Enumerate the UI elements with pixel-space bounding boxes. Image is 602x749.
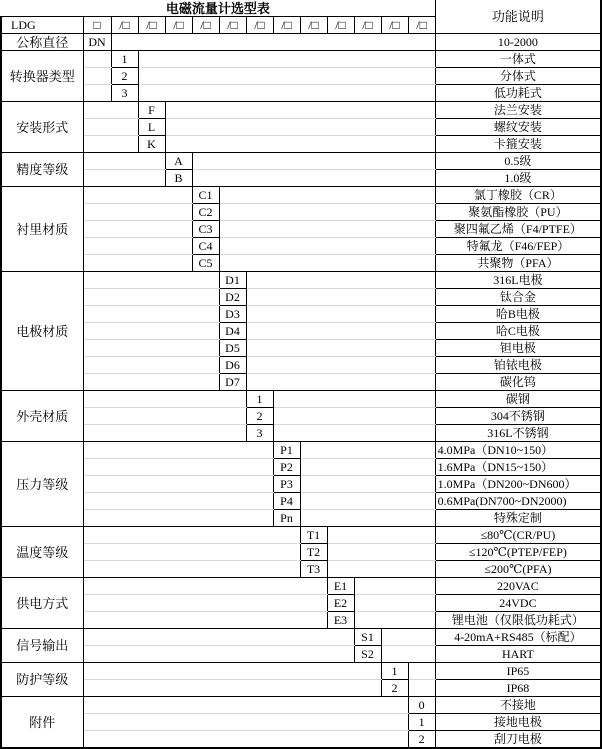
desc-cell: 4-20mA+RS485（标配） <box>435 629 601 646</box>
left-filler <box>83 221 192 238</box>
code-cell: D6 <box>219 357 246 374</box>
right-filler <box>246 374 435 391</box>
left-filler <box>83 272 219 289</box>
code-cell: T3 <box>300 561 327 578</box>
code-cell: 2 <box>111 68 138 85</box>
left-filler <box>83 595 327 612</box>
code-cell: 1 <box>408 714 435 731</box>
code-cell: 1 <box>246 391 273 408</box>
table-row <box>1 153 601 170</box>
right-filler <box>246 323 435 340</box>
right-filler <box>165 136 435 153</box>
table-row <box>1 425 601 442</box>
right-filler <box>408 663 435 680</box>
category-label: 外壳材质 <box>1 391 83 442</box>
category-label: 电极材质 <box>1 272 83 391</box>
desc-cell: 卡箍安装 <box>435 136 601 153</box>
left-filler <box>83 51 111 68</box>
table-row <box>1 510 601 527</box>
left-filler <box>83 646 354 663</box>
model-first-slot: □ <box>83 17 111 34</box>
right-filler <box>138 51 435 68</box>
code-cell: E1 <box>327 578 354 595</box>
title-row <box>1 0 601 17</box>
left-filler <box>83 612 327 629</box>
right-filler <box>381 646 435 663</box>
code-cell: Pn <box>273 510 300 527</box>
right-filler <box>138 85 435 102</box>
desc-cell: IP65 <box>435 663 601 680</box>
category-label: 防护等级 <box>1 663 83 697</box>
category-label: 附件 <box>1 697 83 749</box>
code-cell: B <box>165 170 192 187</box>
desc-column-header: 功能说明 <box>435 0 601 34</box>
table-row <box>1 391 601 408</box>
left-filler <box>83 561 300 578</box>
right-filler <box>219 221 435 238</box>
code-cell: D1 <box>219 272 246 289</box>
right-filler <box>354 595 435 612</box>
model-slot: /□ <box>246 17 273 34</box>
desc-cell: 接地电极 <box>435 714 601 731</box>
left-filler <box>83 340 219 357</box>
right-filler <box>354 612 435 629</box>
desc-cell: 316L电极 <box>435 272 601 289</box>
right-filler <box>192 170 435 187</box>
category-label: 转换器类型 <box>1 51 83 102</box>
model-slot: /□ <box>354 17 381 34</box>
category-label: 安装形式 <box>1 102 83 153</box>
desc-cell: 0.5级 <box>435 153 601 170</box>
table-row <box>1 680 601 697</box>
code-cell: DN <box>83 34 111 51</box>
desc-cell: ≤120℃(PTEP/FEP) <box>435 544 601 561</box>
left-filler <box>83 68 111 85</box>
code-cell: D4 <box>219 323 246 340</box>
desc-cell: 碳化钨 <box>435 374 601 391</box>
code-cell: T2 <box>300 544 327 561</box>
table-row <box>1 408 601 425</box>
code-cell: 1 <box>381 663 408 680</box>
code-cell: 3 <box>246 425 273 442</box>
code-cell: T1 <box>300 527 327 544</box>
table-row <box>1 136 601 153</box>
left-filler <box>83 493 273 510</box>
right-filler <box>246 357 435 374</box>
table-row <box>1 68 601 85</box>
table-row <box>1 527 601 544</box>
desc-cell: 锂电池（仅限低功耗式） <box>435 612 601 629</box>
table-row <box>1 578 601 595</box>
right-filler <box>300 510 435 527</box>
right-filler <box>192 153 435 170</box>
left-filler <box>83 442 273 459</box>
desc-cell: 氯丁橡胶（CR） <box>435 187 601 204</box>
code-cell: F <box>138 102 165 119</box>
right-filler <box>246 340 435 357</box>
left-filler <box>83 544 300 561</box>
desc-cell: 特氟龙（F46/FEP） <box>435 238 601 255</box>
desc-cell: 24VDC <box>435 595 601 612</box>
code-cell: C1 <box>192 187 219 204</box>
model-slot: /□ <box>219 17 246 34</box>
left-filler <box>83 408 246 425</box>
right-filler <box>246 289 435 306</box>
code-cell: E2 <box>327 595 354 612</box>
desc-cell: 刮刀电极 <box>435 731 601 749</box>
desc-cell: 共聚物（PFA） <box>435 255 601 272</box>
code-cell: S2 <box>354 646 381 663</box>
table-row <box>1 714 601 731</box>
left-filler <box>83 578 327 595</box>
right-filler <box>219 238 435 255</box>
table-row <box>1 731 601 749</box>
category-label: 精度等级 <box>1 153 83 187</box>
left-filler <box>83 663 381 680</box>
table-row <box>1 221 601 238</box>
table-row <box>1 323 601 340</box>
category-label: 公称直径 <box>1 34 83 51</box>
table-row <box>1 476 601 493</box>
left-filler <box>83 697 408 714</box>
left-filler <box>83 391 246 408</box>
left-filler <box>83 459 273 476</box>
desc-cell: 分体式 <box>435 68 601 85</box>
right-filler <box>273 425 435 442</box>
table-row <box>1 272 601 289</box>
left-filler <box>83 680 381 697</box>
table-row <box>1 102 601 119</box>
code-cell: 2 <box>381 680 408 697</box>
category-label: 信号输出 <box>1 629 83 663</box>
left-filler <box>83 357 219 374</box>
left-filler <box>83 102 138 119</box>
right-filler <box>327 544 435 561</box>
right-filler <box>165 102 435 119</box>
code-cell: P1 <box>273 442 300 459</box>
table-row <box>1 51 601 68</box>
right-filler <box>300 442 435 459</box>
left-filler <box>83 153 165 170</box>
right-filler <box>381 629 435 646</box>
right-filler <box>138 68 435 85</box>
model-slot: /□ <box>111 17 138 34</box>
desc-cell: 哈C电极 <box>435 323 601 340</box>
table-row <box>1 119 601 136</box>
table-row <box>1 34 601 51</box>
table-row <box>1 204 601 221</box>
table-row <box>1 289 601 306</box>
table-row <box>1 646 601 663</box>
table-row <box>1 459 601 476</box>
table-title: 电磁流量计选型表 <box>1 0 435 17</box>
left-filler <box>83 527 300 544</box>
table-row <box>1 629 601 646</box>
code-cell: 1 <box>111 51 138 68</box>
code-cell: D3 <box>219 306 246 323</box>
table-row <box>1 170 601 187</box>
desc-cell: 304不锈钢 <box>435 408 601 425</box>
code-cell: D7 <box>219 374 246 391</box>
desc-cell: 特殊定制 <box>435 510 601 527</box>
table-row <box>1 612 601 629</box>
right-filler <box>300 476 435 493</box>
model-slot: /□ <box>165 17 192 34</box>
right-filler <box>246 306 435 323</box>
left-filler <box>83 374 219 391</box>
model-slot: /□ <box>192 17 219 34</box>
code-cell: D2 <box>219 289 246 306</box>
right-filler <box>111 34 435 51</box>
code-cell: E3 <box>327 612 354 629</box>
code-cell: 0 <box>408 697 435 714</box>
code-cell: C2 <box>192 204 219 221</box>
left-filler <box>83 306 219 323</box>
table-row <box>1 493 601 510</box>
table-row <box>1 85 601 102</box>
right-filler <box>327 527 435 544</box>
right-filler <box>300 493 435 510</box>
model-slot: /□ <box>408 17 435 34</box>
right-filler <box>165 119 435 136</box>
code-cell: 2 <box>246 408 273 425</box>
desc-cell: 4.0MPa（DN10~150） <box>435 442 601 459</box>
model-slot: /□ <box>138 17 165 34</box>
category-label: 衬里材质 <box>1 187 83 272</box>
model-slot: /□ <box>327 17 354 34</box>
desc-cell: 220VAC <box>435 578 601 595</box>
right-filler <box>300 459 435 476</box>
right-filler <box>219 255 435 272</box>
desc-cell: 1.0MPa（DN200~DN600） <box>435 476 601 493</box>
code-cell: K <box>138 136 165 153</box>
code-cell: A <box>165 153 192 170</box>
left-filler <box>83 510 273 527</box>
desc-cell: 碳钢 <box>435 391 601 408</box>
right-filler <box>246 272 435 289</box>
table-row <box>1 663 601 680</box>
left-filler <box>83 289 219 306</box>
table-row <box>1 306 601 323</box>
table-row <box>1 255 601 272</box>
desc-cell: 钽电极 <box>435 340 601 357</box>
table-row <box>1 561 601 578</box>
desc-cell: 铂铱电极 <box>435 357 601 374</box>
desc-cell: IP68 <box>435 680 601 697</box>
left-filler <box>83 425 246 442</box>
right-filler <box>273 391 435 408</box>
left-filler <box>83 136 138 153</box>
right-filler <box>354 578 435 595</box>
table-row <box>1 595 601 612</box>
code-cell: L <box>138 119 165 136</box>
code-cell: P2 <box>273 459 300 476</box>
desc-cell: 聚四氟乙烯（F4/PTFE） <box>435 221 601 238</box>
desc-cell: 316L不锈钢 <box>435 425 601 442</box>
left-filler <box>83 85 111 102</box>
code-cell: C5 <box>192 255 219 272</box>
model-prefix: LDG <box>1 17 83 34</box>
desc-cell: HART <box>435 646 601 663</box>
code-cell: P3 <box>273 476 300 493</box>
left-filler <box>83 170 165 187</box>
code-cell: C4 <box>192 238 219 255</box>
left-filler <box>83 238 192 255</box>
desc-cell: 低功耗式 <box>435 85 601 102</box>
desc-cell: 不接地 <box>435 697 601 714</box>
category-label: 压力等级 <box>1 442 83 527</box>
table-row <box>1 442 601 459</box>
desc-cell: 螺纹安装 <box>435 119 601 136</box>
category-label: 供电方式 <box>1 578 83 629</box>
table-row <box>1 238 601 255</box>
code-cell: D5 <box>219 340 246 357</box>
model-slot: /□ <box>381 17 408 34</box>
code-cell: 3 <box>111 85 138 102</box>
desc-cell: ≤80℃(CR/PU) <box>435 527 601 544</box>
code-cell: C3 <box>192 221 219 238</box>
left-filler <box>83 119 138 136</box>
table-row <box>1 357 601 374</box>
code-cell: 2 <box>408 731 435 749</box>
model-slot: /□ <box>300 17 327 34</box>
left-filler <box>83 629 354 646</box>
left-filler <box>83 731 408 749</box>
table-row <box>1 544 601 561</box>
desc-cell: 钛合金 <box>435 289 601 306</box>
desc-cell: ≤200℃(PFA) <box>435 561 601 578</box>
right-filler <box>219 187 435 204</box>
code-cell: S1 <box>354 629 381 646</box>
table-row <box>1 340 601 357</box>
model-slot: /□ <box>273 17 300 34</box>
desc-cell: 1.0级 <box>435 170 601 187</box>
left-filler <box>83 323 219 340</box>
left-filler <box>83 187 192 204</box>
category-label: 温度等级 <box>1 527 83 578</box>
desc-cell: 10-2000 <box>435 34 601 51</box>
desc-cell: 一体式 <box>435 51 601 68</box>
left-filler <box>83 204 192 221</box>
table-row <box>1 374 601 391</box>
left-filler <box>83 255 192 272</box>
right-filler <box>273 408 435 425</box>
desc-cell: 0.6MPa(DN700~DN2000) <box>435 493 601 510</box>
desc-cell: 哈B电极 <box>435 306 601 323</box>
table-row <box>1 697 601 714</box>
desc-cell: 法兰安装 <box>435 102 601 119</box>
left-filler <box>83 476 273 493</box>
right-filler <box>408 680 435 697</box>
desc-cell: 1.6MPa（DN15~150） <box>435 459 601 476</box>
desc-cell: 聚氨酯橡胶（PU） <box>435 204 601 221</box>
right-filler <box>219 204 435 221</box>
right-filler <box>327 561 435 578</box>
table-row <box>1 187 601 204</box>
code-cell: P4 <box>273 493 300 510</box>
left-filler <box>83 714 408 731</box>
